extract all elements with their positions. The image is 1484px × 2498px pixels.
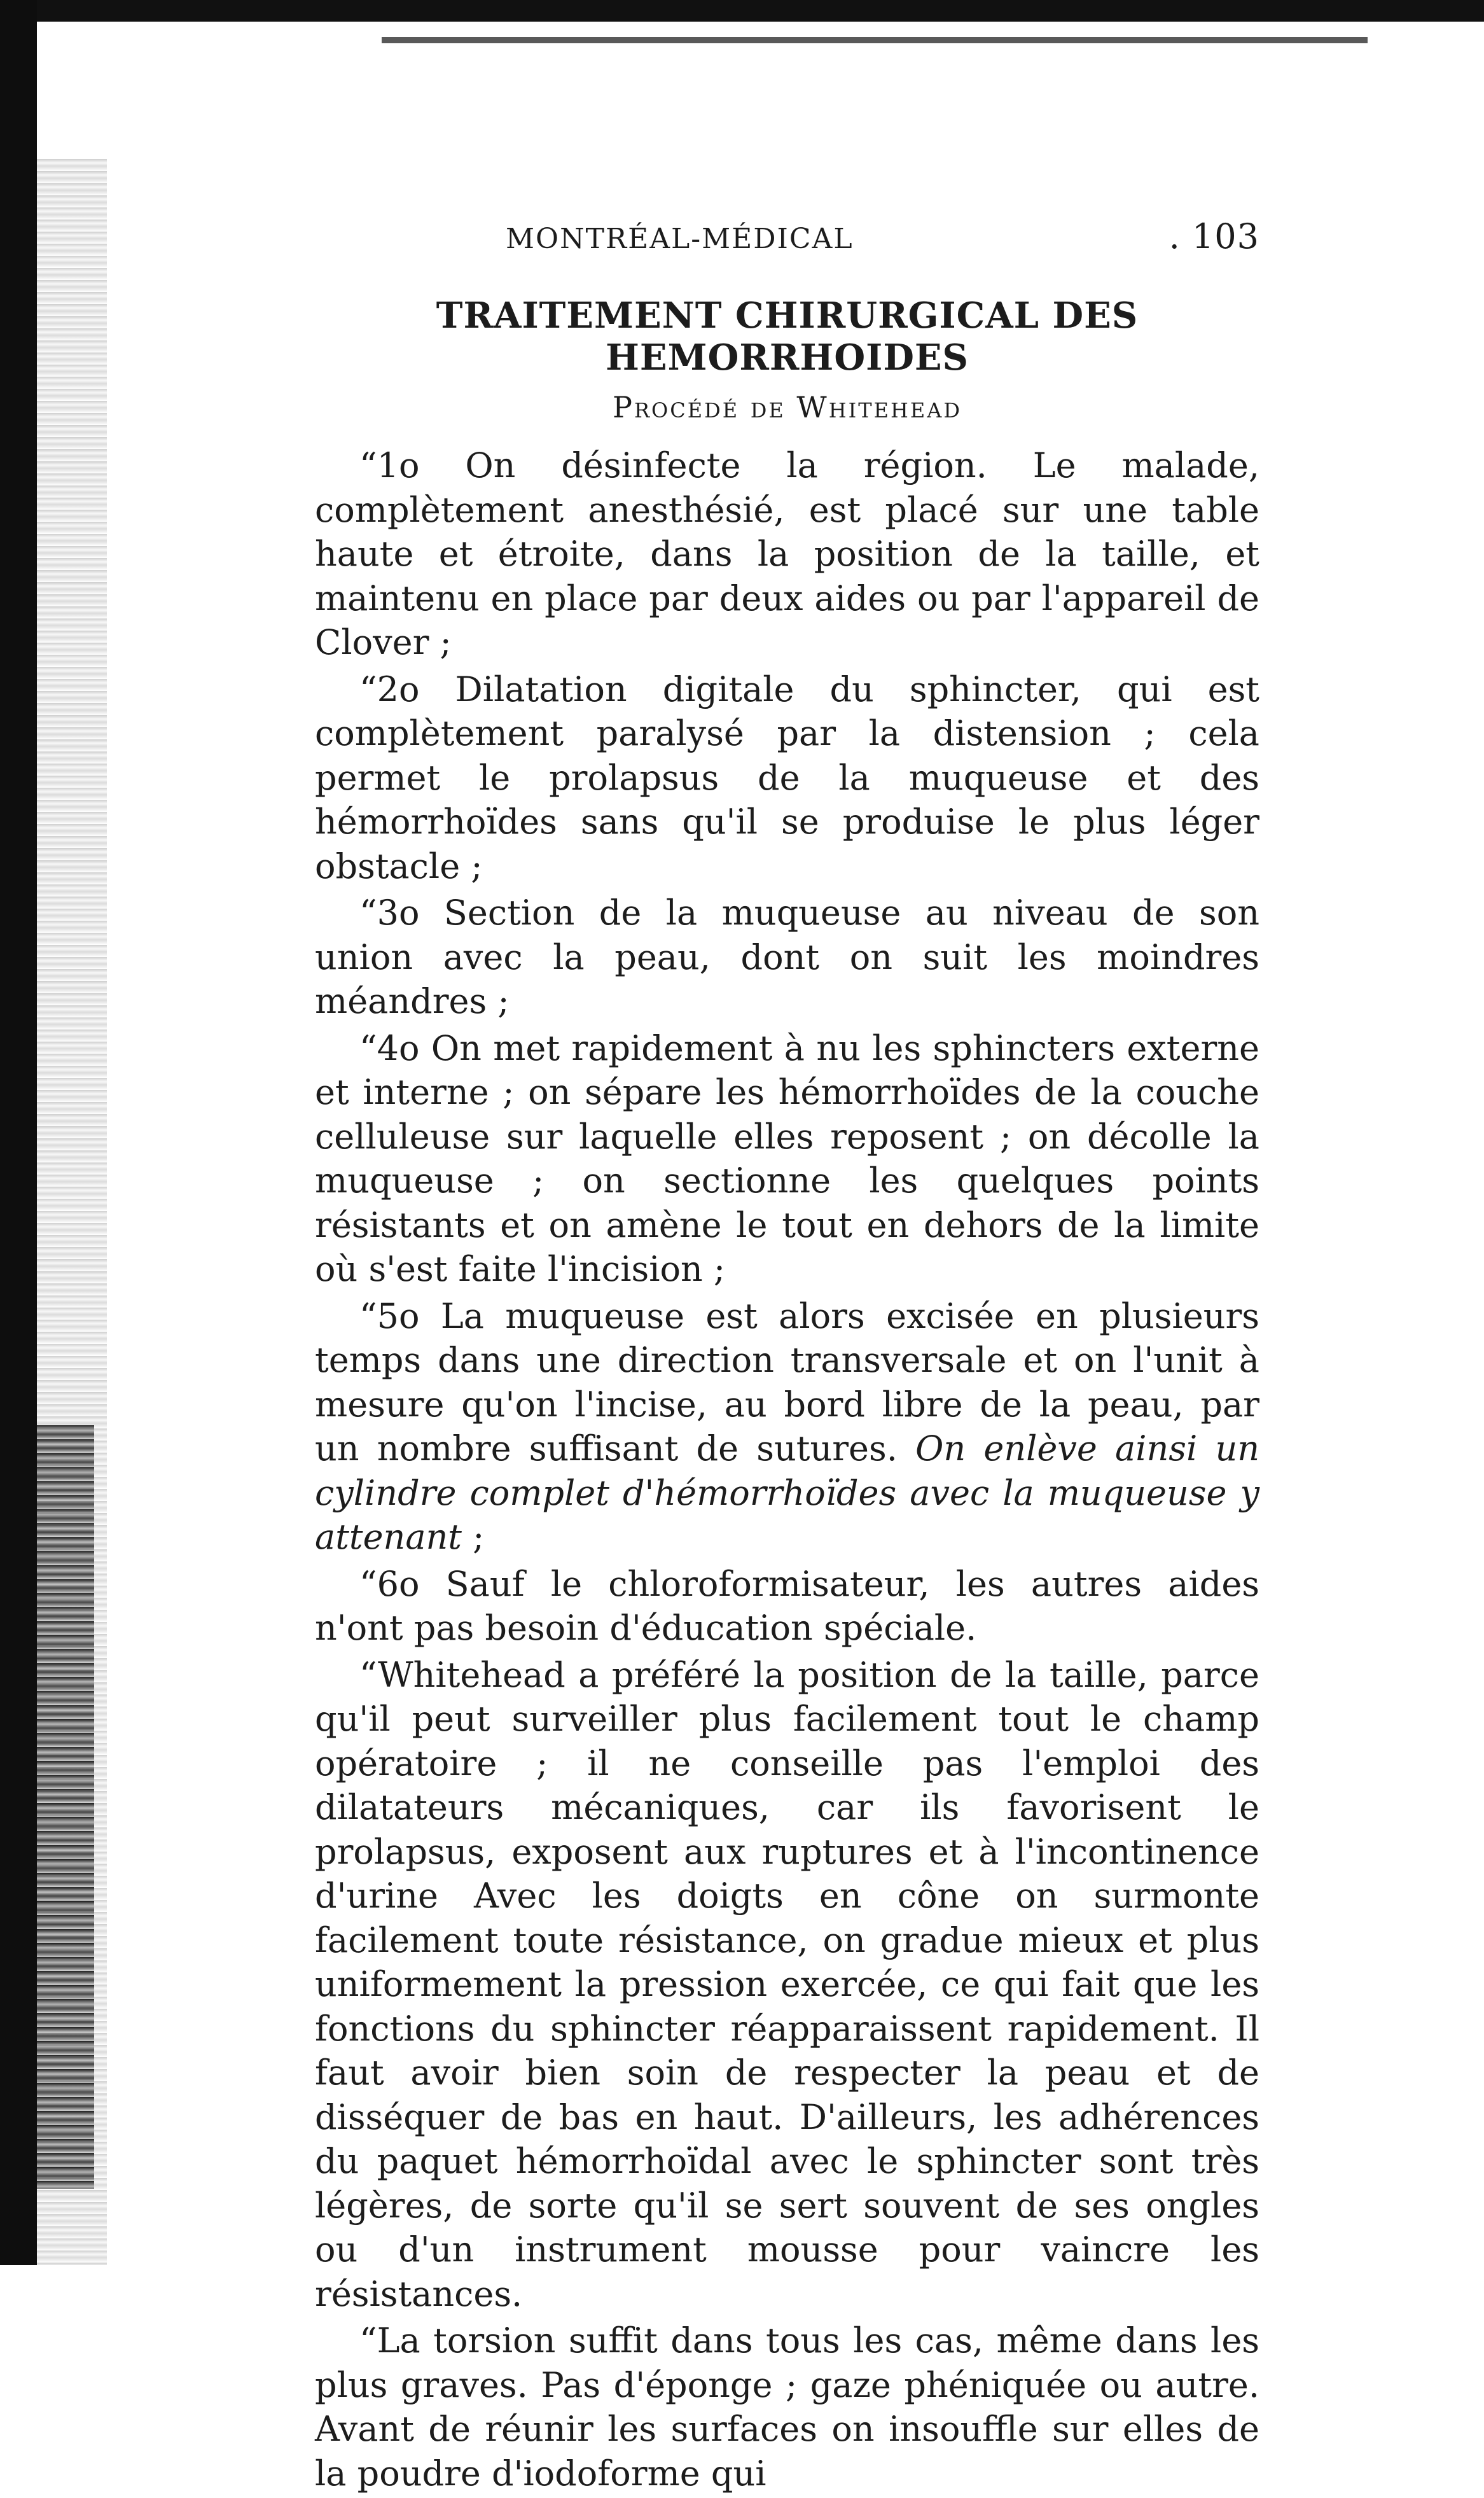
scan-left-border — [0, 0, 37, 2265]
scan-top-rule — [382, 37, 1368, 43]
page-text-block — [315, 216, 1259, 2498]
paragraph-step-6: “6o Sauf le chloroformisateur, les autres aides n'ont pas besoin d'éducation spéciale. — [315, 1563, 1259, 1648]
paragraph-step-5 — [315, 1294, 1259, 1560]
paragraph-step-5-italic: On enlève ainsi un cylindre complet d'hémorrhoïdes avec la muqueuse y attenant — [315, 1428, 1259, 1557]
paragraph-step-1: “1o On désinfecte la région. Le malade, complètement anesthésié, est placé sur une table haute et étroite, dans la position de la taille, et maintenu en place par deux aides ou par l'appareil de Clover ; — [315, 445, 1259, 662]
running-head — [506, 216, 1259, 256]
paragraph-whitehead-position: “Whitehead a préféré la position de la taille, parce qu'il peut surveiller plus facilement tout le champ opératoire ; il ne conseille pas l'emploi des dilatateurs mécaniques, car ils favorisent le prolapsus, exposent aux ruptures et à l'incontinence d'urine Avec les doigts en cône on surmonte facilement toute résistance, on gradue mieux et plus uniformement la pression exercée, ce qui fait que les fonctions du sphincter réapparaissent rapidement. Il faut avoir bien soin de respecter la peau et de disséquer de bas en haut. D'ailleurs, les adhérences du paquet hémorrhoïdal avec le sphincter sont très légères, de sorte qu'il se sert souvent de ses ongles ou d'un instrument mousse pour vaincre les résistances. — [315, 1654, 1259, 2314]
paragraph-step-5-text: “5o La muqueuse est alors excisée en plusieurs temps dans une direction transversale et on l'unit à mesure qu'on l'incise, au bord libre de la peau, par un nombre suffisant de sutures. — [315, 1295, 1259, 1469]
paragraph-step-3: “3o Section de la muqueuse au niveau de son union avec la peau, dont on suit les moindres méandres ; — [315, 893, 1259, 1021]
paragraph-step-4: “4o On met rapidement à nu les sphincters externe et interne ; on sépare les hémorrhoïdes de la couche celluleuse sur laquelle elles reposent ; on décolle la muqueuse ; on sectionne les quelques points résistants et on amène le tout en dehors de la limite où s'est faite l'incision ; — [315, 1028, 1259, 1289]
paragraph-step-5-tail: ; — [462, 1517, 485, 1557]
journal-name: MONTRÉAL-MÉDICAL — [506, 223, 854, 255]
scan-gutter-shadow-lower — [37, 1425, 94, 2189]
paragraph-torsion: “La torsion suffit dans tous les cas, même dans les plus graves. Pas d'éponge ; gaze phéniquée ou autre. Avant de réunir les surfaces on insouffle sur elles de la poudre d'iodoforme qui — [315, 2320, 1259, 2494]
article-title: TRAITEMENT CHIRURGICAL DES HEMORRHOIDES — [436, 295, 1139, 379]
paragraph-step-2: “2o Dilatation digitale du sphincter, qui est complètement paralysé par la distension ; cela permet le prolapsus de la muqueuse et des hémorrhoïdes sans qu'il se produise le plus léger obstacle ; — [315, 669, 1259, 886]
page-number: . 103 — [1168, 216, 1259, 256]
scan-top-border — [0, 0, 1484, 22]
article-subtitle: Procédé de Whitehead — [613, 390, 962, 424]
